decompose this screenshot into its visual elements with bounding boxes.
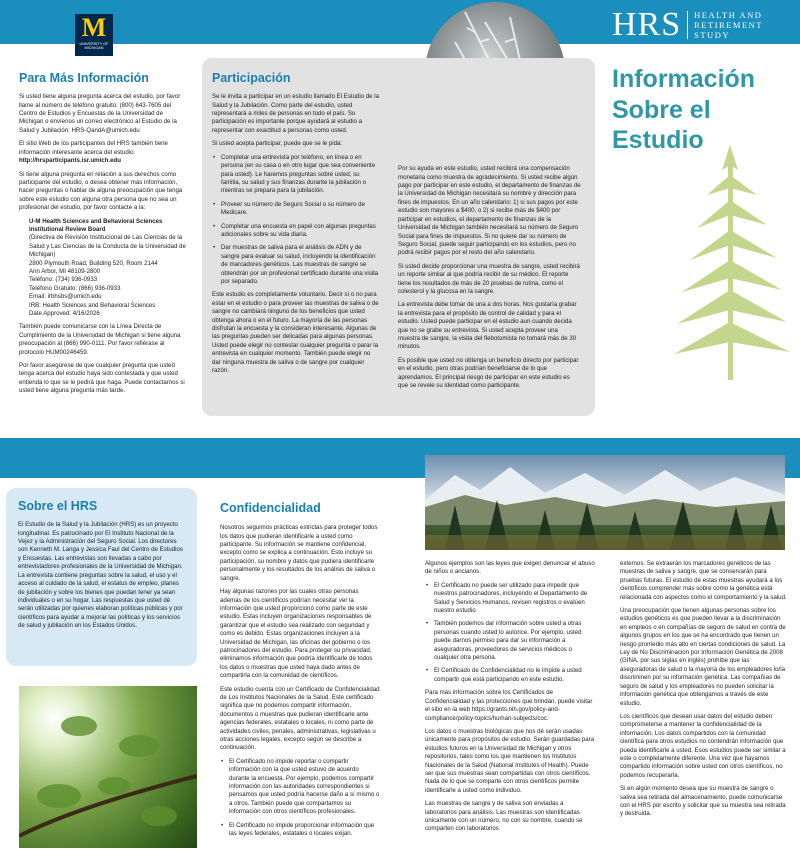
- participation-section: [202, 58, 595, 416]
- irb-name: U-M Health Sciences and Behavioral Sciences Institutional Review Board: [29, 217, 163, 233]
- info-paragraph-2-text: El sitio Web de los participantes del HRS también tiene información interesante acerca del estudio:: [19, 140, 168, 156]
- participation-list: [212, 154, 380, 287]
- irb-line: 2800 Plymouth Road, Building 520, Room 2144: [29, 259, 158, 267]
- list-item: • Proveer su número de Seguro Social o su número de Medicare.: [212, 201, 380, 218]
- list-item: • Dar muestras de saliva para el análisis de ADN y de sangre para evaluar su salud, incluyendo la identificación de marcadores genéticos. Las muestras de sangre se obtendrán por un profesional certificado durante una visita por separado.: [212, 244, 380, 286]
- list-item: • El Certificado no impide reportar o compartir información con la que usted estuvo de acuerdo durante la encuesta. Por ejemplo, podemos compartir información con las autoridades correspondientes si pensamos que usted podría hacerse daño a sí mismo o a otros. También puede que compartamos su información con otros científicos profesionales.: [220, 758, 380, 817]
- info-paragraph-4: También puede comunicarse con la Línea Directa de Cumplimiento de la Universidad de Michigan si tiene alguna preocupación al (866) 990-0111. Por favor refiérase al protocolo HUM00246459.: [19, 323, 181, 356]
- certificate-list-2: [425, 582, 595, 684]
- data-sharing-paragraph: Los científicos que desean usar datos del estudio deben comprometerse a mantener la confidencialidad de la información. Los datos compartidos con la comunidad científica para otros estudios no contendrán información que pueda identificarle a usted. Esos estudios puede ser similar a este o completamente diferente. Una vez que hayamos compartido información sobre usted con otros científicos, no podemos recuperarla.: [620, 712, 786, 779]
- info-section: [19, 70, 187, 401]
- compensation-paragraph: Por su ayuda en este estudio, usted recibirá una compensación monetaria como muestra de agradecimiento. Si usted recibe algún pago por participar en este estudio, el departamento de finanzas de la Universidad de Michigan necesitará su nombre y dirección para fines de impuestos. En un año calendario: 1) si sus pagos por este estudio son mayores a $400, o 2) si recibe más de $400 por participar en estudios, el departamento de finanzas de la Universidad de Michigan también necesitará su número de Seguro Social para fines de impuestos. Si no quiere dar su número de Seguro Social, puede seguir participando en los estudios, pero no podrá recibir pagos por el resto del año calendario.: [398, 165, 581, 257]
- irb-line: (Directiva de Revisión Institucional de Las Ciencias de la Salud y Las Ciencias de la Conducta de la Universidad de Michigan): [29, 234, 186, 259]
- participants-website-link[interactable]: http://hrsparticipants.isr.umich.edu: [19, 157, 121, 165]
- hrs-logo-line3: STUDY: [694, 30, 730, 41]
- confidentiality-section: [220, 500, 380, 843]
- confidentiality-column-2: [425, 560, 595, 839]
- irb-line: Email: irbhsbs@umich.edu: [29, 293, 102, 301]
- university-of-michigan-logo: M UNIVERSITY OF MICHIGAN: [75, 14, 113, 56]
- sample-withdrawal-paragraph: Si en algún momento desea que su muestra de sangre o saliva sea retirada del almacenamiento, puede comunicarse con el HRS por escrito y solicitar que su muestra sea retirada y destruida.: [620, 785, 786, 818]
- data-use-paragraph: Los datos o muestras biológicas que nos dé serán usadas únicamente para propósitos de estudio. Serán guardadas para estudios futuros en la Universidad de Michigan y otros repositorios, tales como los que mantienen los Institutos Nacionales de la Salud (National Institutes of Health). Puede ser que sus muestras sean compartidas con otros científicos. Nada de lo que se comparte con otros científicos permite identificarle a usted como individuo.: [425, 727, 595, 794]
- interview-duration-paragraph: La entrevista debe tomar de una a dos horas. Nos gustaría grabar la entrevista para el propósito de control de calidad y para el estudio. Usted puede participar en el estudio aun cuando decida que no se grabe su entrevista. Si usted acepta proveer una muestra de sangre, la visita del flebotomista no tomará más de 30 minutos.: [398, 301, 577, 351]
- certificate-list: [220, 758, 380, 839]
- logo-divider: [687, 11, 688, 39]
- hrs-logo-line1: HEALTH AND: [694, 9, 763, 20]
- info-paragraph-3: Si tiene alguna pregunta en relación a sus derechos como participante del estudio, o desea obtener más información, hacer preguntas o hablar de alguna preocupación que tenga sobre este estudio con alguna otra persona que no sea un profesional del estudio, por favor contacte a la:: [19, 170, 183, 212]
- participation-column-2: [398, 93, 581, 395]
- irb-line: Teléfono: (734) 936-0933: [29, 276, 98, 284]
- list-item: • El Certificado de Confidencialidad no le impide a usted compartir que está participando en este estudio.: [425, 667, 595, 684]
- cover-title-line1: Información: [612, 65, 756, 93]
- participation-column-1: [212, 93, 380, 395]
- about-section: [6, 488, 197, 666]
- gina-paragraph: Una preocupación que tienen algunas personas sobre los estudios genéticos es que pueden llevar a la discriminación en empleos o en compañías de seguro de salud en contra de algunos grupos en los que se ha encontrado que tienen un riesgo promedio más alto en ciertas condiciones de salud. La Ley de No Discriminación por Información Genética de 2008 (GINA, por sus siglas en inglés) prohíbe que las aseguradoras de salud o la mayoría de los empleadores lo/la discriminen por su información genética. Las compañías de seguro de salud y los empleadores no pueden solicitar la información genética que obtengamos a través de este estudio.: [620, 607, 786, 707]
- lab-samples-paragraph: Las muestras de sangre y de saliva son enviadas a laboratorios para análisis. Las muestras son identificadas únicamente con un número, no con su nombre, cuando se comparten con laboratorios: [425, 800, 583, 833]
- examples-paragraph: Algunos ejemplos son las leyes que exigen denunciar el abuso de niños o ancianos.: [425, 560, 595, 576]
- list-item: • También podemos dar información sobre usted a otras personas cuando usted lo autorice. Por ejemplo, usted puede darnos permiso para dar su información a aseguradoras, proveedores de servicios médicos o cualquier otra persona.: [425, 620, 595, 662]
- confidentiality-paragraph-3: Este estudio cuenta con un Certificado de Confidencialidad de Los Institutos Nacionales de la Salud. Este certificado significa que no podemos compartir información, documentos o muestras que pudieran identificarle ante agencias federales, estatales o locales, ni como parte de actividades civiles, penales, administrativas, legislativas u otras acciones legales, excepto según se describe a continuación.: [220, 685, 380, 752]
- participation-heading: Participación: [212, 71, 291, 85]
- confidentiality-paragraph-1: Nosotros seguimos prácticas estrictas para proteger todos los datos que pudieran identificarle a usted como participante. Su información se mantiene confidencial, excepto como se explica a continuación. Esto incluye su participación, su nombre y datos que pudiera identificarle personalmente y los resultados de los análisis de saliva o sangre.: [220, 524, 378, 582]
- tree-illustration: [672, 140, 792, 380]
- irb-line: Date Approved: 4/16/2026: [29, 310, 100, 317]
- list-item: • El Certificado no puede ser utilizado para impedir que nuestros patrocinadores, incluyendo el Departamento de Salud y Servicios Humanos, revisen registros o evalúen nuestro estudio.: [425, 582, 595, 616]
- hrs-logo-text: HRS: [612, 6, 682, 43]
- cover-title-line3: Estudio: [612, 126, 704, 154]
- participation-paragraph-1: Se le invita a participar en un estudio llamado El Estudio de la Salud y la Jubilación. Como parte del estudio, usted representará a miles de personas en todo el país. Su participación es importante porque ayudará al estudio a representar con exactitud a personas como usted.: [212, 93, 380, 134]
- confidentiality-heading: Confidencialidad: [220, 501, 321, 515]
- about-heading: Sobre el HRS: [18, 499, 98, 513]
- participation-paragraph-3: Este estudio es completamente voluntario. Decir sí o no para estar en el estudio o para proveer las muestras de saliva o de sangre no cambiará ninguno de los beneficios que usted obtenga ahora o en el futuro. La mayoría de las personas disfrutan la encuesta y la consideran interesante. Algunas de las preguntas pueden ser delicadas para algunas personas. Usted puede elegir no contestar cualquier pregunta o parar la entrevista en cualquier momento. También puede elegir no dar ninguna muestra de saliva o de sangre por cualquier razón.: [212, 291, 379, 375]
- certificate-info-paragraph: Para más información sobre los Certificados de Confidencialidad y las protecciones que brindan, puede visitar el sitio en la web https://grants.nih.gov/policy-and-compliance/policy-topics/human-subjects/coc.: [425, 689, 593, 722]
- mountain-landscape-photo: [425, 455, 785, 550]
- list-item: • Completar una entrevista por teléfono, en línea o en persona (en su casa o en otro lugar que sea conveniente para usted). Le haremos preguntas sobre usted, su familia, su salud y sus finanzas durante la jubilación o mientras se prepara para la jubilación.: [212, 154, 380, 196]
- info-paragraph-5: Por favor asegúrese de que cualquier pregunta que usted tenga acerca del estudio haya sido contestada y que usted entienda lo que se le pedirá que haga. Puede contactarnos si usted tiene alguna pregunta más tarde.: [19, 362, 185, 395]
- genetic-markers-paragraph: externos. Se extraerán los marcadores genéticos de las muestras de saliva y sangre, que se conservarán para pruebas futuras. El estudio de estas muestras ayudará a los científicos comprender más sobre como la genética está relacionada con aspectos como el comportamiento y la salud.: [620, 560, 787, 601]
- irb-line: Ann Arbor, MI 48109-2800: [29, 267, 101, 275]
- blood-report-paragraph: Si usted decide proporcionar una muestra de sangre, usted recibirá un reporte similar al que podría recibir de su médico. El reporte tiene los resultados de más de 20 pruebas de rutina, como el colesterol y la glucosa en la sangre.: [398, 262, 580, 295]
- hrs-logo-line2: RETIREMENT: [694, 19, 763, 30]
- info-heading: Para Más Información: [19, 71, 149, 85]
- hrs-logo: [612, 8, 763, 42]
- irb-line: IRB: Health Sciences and Behavioral Sciences: [29, 301, 156, 309]
- participation-paragraph-2: Si usted acepta participar, puede que se le pida:: [212, 140, 343, 148]
- list-item: • Completar una encuesta en papel con algunas preguntas adicionales sobre su vida diaria.: [212, 223, 380, 240]
- about-paragraph: El Estudio de la Salud y la Jubilación (HRS) es un proyecto longitudinal. Es patrocinado por El Instituto Nacional de la Vejez y la Administración del Seguro Social. Los directores son Kenneth M. Langa y Jessica Faul del Centro de Estudios y Encuestas. Las entrevistas son llevadas a cabo por entrevistadores profesionales de la Universidad de Michigan. La entrevista contiene preguntas sobre la salud, el uso y el acceso al cuidado de la salud, el estatus de empleo, planes de jubilación y sobre los bienes que puedan tener ya sean individuales o en su hogar. Las respuestas que usted dé serán utilizadas por quienes elaboran políticas públicas y por científicos para ayudar a mejorar las políticas y los servicios de salud y jubilación en los Estados Unidos.: [18, 521, 183, 630]
- info-paragraph-2: [19, 140, 187, 165]
- tree-leaves-photo: [19, 686, 197, 848]
- info-paragraph-1: Si usted tiene alguna pregunta acerca del estudio, por favor llame al número de teléfono gratuito: (800) 643-7605 del Centro de Estudios y Encuestas de la Universidad de Michigan o envíenos un correo electrónico al Estudio de la Salud y Jubilación: HRS-QandA@umich.edu: [19, 93, 181, 134]
- irb-contact-block: [19, 218, 187, 319]
- risk-paragraph: Es posible que usted no obtenga un beneficio directo por participar en el estudio, pero otras podrían beneficiarse de lo que aprendamos. El principal riesgo de participar en este estudio es que se revele su identidad como participante.: [398, 356, 579, 389]
- confidentiality-column-3: [620, 560, 788, 824]
- cover-title-line2: Sobre el: [612, 95, 711, 124]
- list-item: • El Certificado no impide proporcionar información que las leyes federales, estatales o locales exijan.: [220, 822, 380, 839]
- irb-line: Teléfono Gratuito: (866) 936-0933: [29, 284, 121, 292]
- confidentiality-paragraph-2: Hay algunas razones por las cuales otras personas además de los científicos podrían necesitar ver la información que usted proporcionó como parte de este estudio. Estas incluyen organizaciones responsables de garantizar que el estudio sea realizado con seguridad y como es debido. Estas organizaciones incluyen a la Universidad de Michigan, las oficinas del gobierno o los patrocinadores del estudio. Para proteger su privacidad, eliminamos información que podría identificarle de todos los datos o muestras que usted haya dado antes de compartirla con la comunidad de científicos.: [220, 588, 373, 680]
